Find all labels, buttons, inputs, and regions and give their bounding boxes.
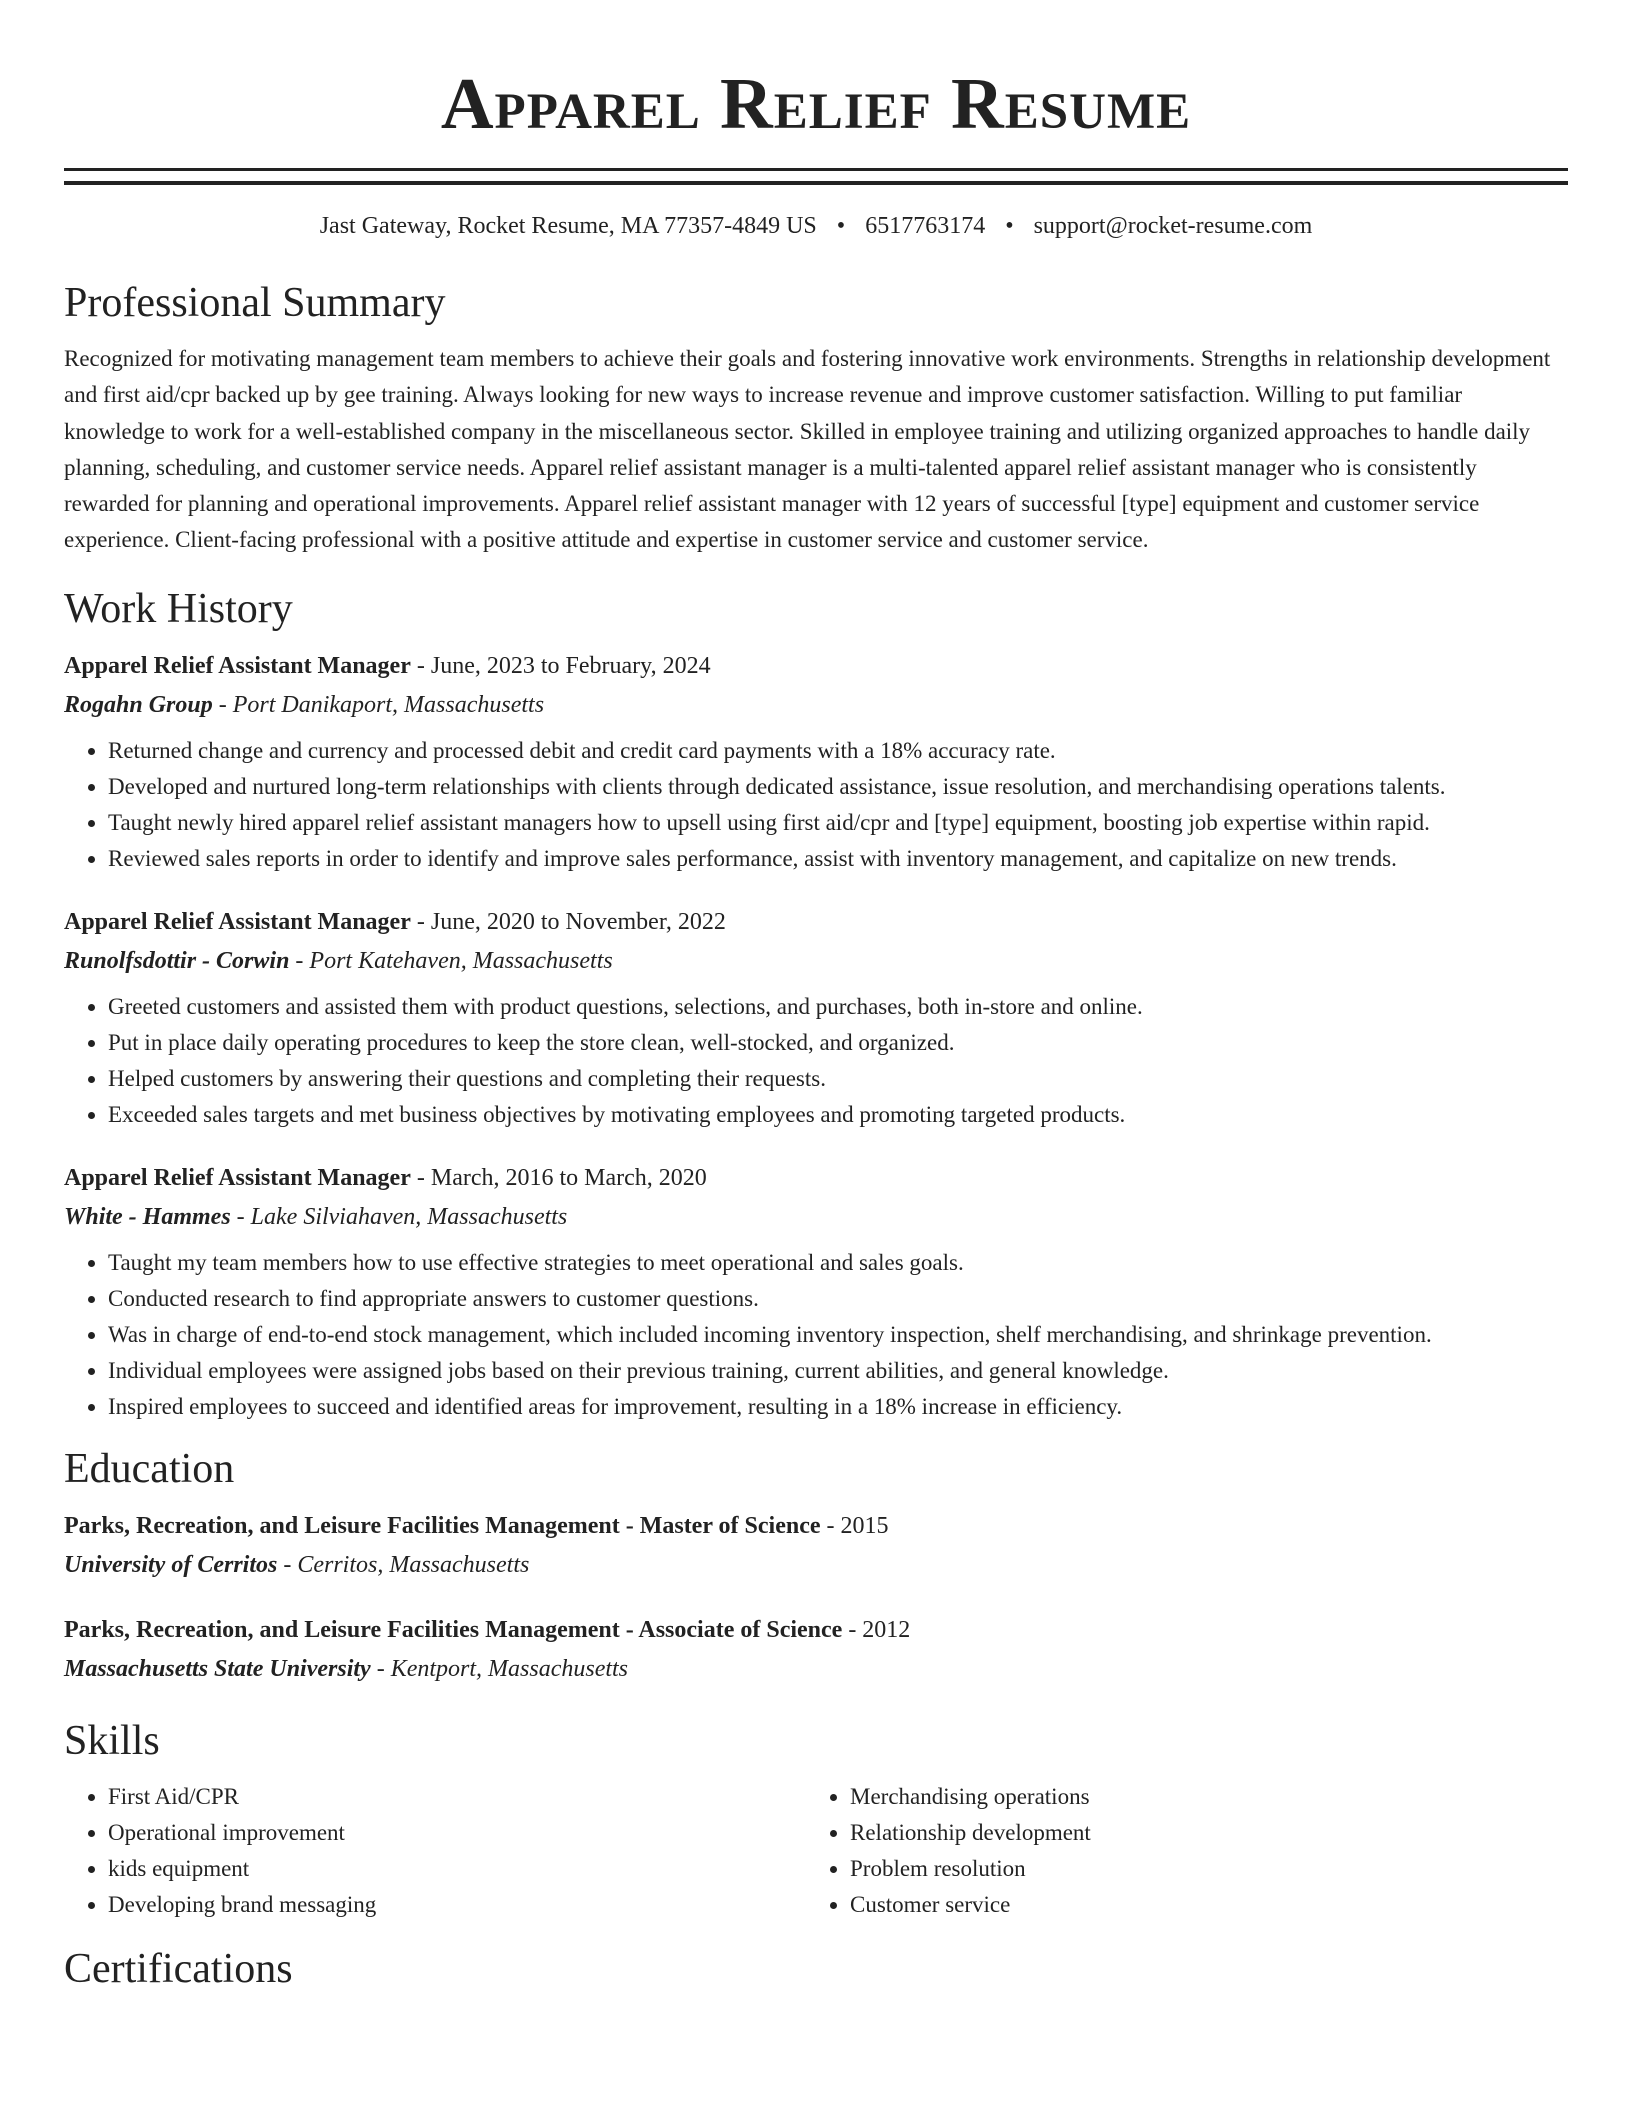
job-bullet: • Conducted research to find appropriate answers to customer questions. [108,1281,1568,1317]
work-history-heading: Work History [64,585,293,632]
education-entry [64,1611,1568,1689]
job-role: Apparel Relief Assistant Manager [64,908,411,935]
job-bullet: • Helped customers by answering their questions and completing their requests. [108,1061,1568,1097]
job-company: White - Hammes [64,1203,231,1230]
education-header [64,1611,1568,1650]
job-bullet: • Greeted customers and assisted them with product questions, selections, and purchases, both in-store and online. [108,989,1568,1025]
skills-list-left [64,1779,806,1923]
skill-item: • kids equipment [108,1851,806,1887]
contact-phone: 6517763174 [865,213,986,239]
skills-columns [64,1779,1568,1923]
skills-list-right [806,1779,1548,1923]
education-entry [64,1507,1568,1585]
job-location: - Port Katehaven, Massachusetts [289,947,613,974]
job-role: Apparel Relief Assistant Manager [64,652,411,679]
job-location: - Lake Silviahaven, Massachusetts [230,1203,568,1230]
education-header [64,1507,1568,1546]
job-bullet: • Individual employees were assigned jobs based on their previous training, current abilities, and general knowledge. [108,1353,1568,1389]
skill-item: • Merchandising operations [850,1779,1548,1815]
education-school: University of Cerritos [64,1551,278,1578]
job-role: Apparel Relief Assistant Manager [64,1164,411,1191]
education-degree: Parks, Recreation, and Leisure Facilities Management - Master of Science [64,1512,821,1539]
job-bullet: • Taught my team members how to use effective strategies to meet operational and sales goals. [108,1245,1568,1281]
job-bullet: • Was in charge of end-to-end stock management, which included incoming inventory inspection, shelf merchandising, and shrinkage prevention. [108,1317,1568,1353]
certifications-heading: Certifications [64,1945,293,1992]
resume-title: Apparel Relief Resume [440,63,1192,144]
contact-separator: • [836,213,846,239]
summary-heading: Professional Summary [64,280,446,326]
contact-address: Jast Gateway, Rocket Resume, MA 77357-4849 US [319,213,817,239]
job-bullets [64,733,1568,877]
education-school-line [64,1546,1568,1585]
job-header [64,903,1568,942]
job-bullets [64,1245,1568,1425]
skill-item: • Customer service [850,1887,1548,1923]
education-school-line [64,1650,1568,1689]
job-bullets [64,989,1568,1133]
job-bullet: • Reviewed sales reports in order to identify and improve sales performance, assist with inventory management, and capitalize on new trends. [108,841,1568,877]
job-dates: - June, 2020 to November, 2022 [410,908,726,935]
education-school: Massachusetts State University [64,1655,371,1682]
job-bullet: • Exceeded sales targets and met business objectives by motivating employees and promoting targeted products. [108,1097,1568,1133]
resume-page [64,0,1568,1995]
job-entry [64,903,1568,1133]
job-header [64,647,1568,686]
skill-item: • Developing brand messaging [108,1887,806,1923]
title-divider [64,168,1568,185]
summary-text: Recognized for motivating management team members to achieve their goals and fostering innovative work environments. Strengths in relationship development and first aid/cpr backed up by gee training. Always looking for new ways to increase revenue and improve customer satisfaction. Willing to put familiar knowledge to work for a well-established company in the miscellaneous sector. Skilled in employee training and utilizing organized approaches to handle daily planning, scheduling, and customer service needs. Apparel relief assistant manager is a multi-talented apparel relief assistant manager who is consistently rewarded for planning and operational improvements. Apparel relief assistant manager with 12 years of successful [type] equipment and customer service experience. Client-facing professional with a positive attitude and expertise in customer service and customer service. [64,346,1551,553]
job-bullet: • Taught newly hired apparel relief assistant managers how to upsell using first aid/cpr and [type] equipment, boosting job expertise within rapid. [108,805,1568,841]
job-entry [64,1159,1568,1425]
job-organization [64,942,1568,981]
job-location: - Port Danikaport, Massachusetts [212,691,545,718]
skill-item: • First Aid/CPR [108,1779,806,1815]
skill-item: • Operational improvement [108,1815,806,1851]
job-header [64,1159,1568,1198]
skill-item: • Relationship development [850,1815,1548,1851]
job-organization [64,1198,1568,1237]
job-bullet: • Developed and nurtured long-term relationships with clients through dedicated assistance, issue resolution, and merchandising operations talents. [108,769,1568,805]
job-bullet: • Put in place daily operating procedures to keep the store clean, well-stocked, and organized. [108,1025,1568,1061]
job-entry [64,647,1568,877]
job-bullet: • Returned change and currency and processed debit and credit card payments with a 18% accuracy rate. [108,733,1568,769]
education-heading: Education [64,1445,235,1492]
contact-email: support@rocket-resume.com [1033,213,1313,239]
job-dates: - March, 2016 to March, 2020 [410,1164,707,1191]
education-degree: Parks, Recreation, and Leisure Facilities Management - Associate of Science [64,1616,843,1643]
job-organization [64,686,1568,725]
education-location: - Kentport, Massachusetts [370,1655,629,1682]
education-location: - Cerritos, Massachusetts [277,1551,530,1578]
skill-item: • Problem resolution [850,1851,1548,1887]
job-bullet: • Inspired employees to succeed and identified areas for improvement, resulting in a 18% increase in efficiency. [108,1389,1568,1425]
job-dates: - June, 2023 to February, 2024 [410,652,711,679]
skills-heading: Skills [64,1717,160,1764]
education-year: - 2015 [820,1512,889,1539]
contact-separator: • [1005,213,1014,239]
job-company: Rogahn Group [64,691,213,718]
education-year: - 2012 [842,1616,911,1643]
job-company: Runolfsdottir - Corwin [64,947,290,974]
contact-line [64,209,1568,243]
